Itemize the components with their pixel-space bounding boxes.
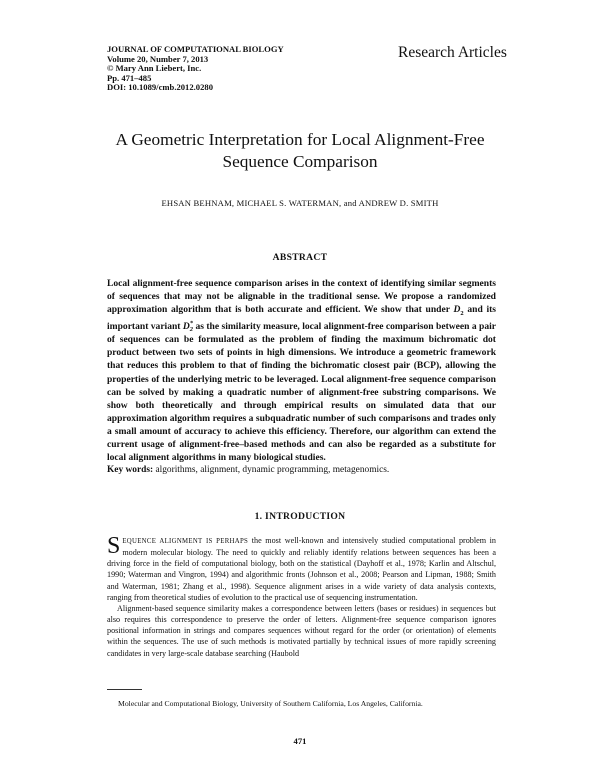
paragraph-1-text: the most well-known and intensively studied computational problem in modern molecular biology. The need to quickly and reliably identify relations between sequences has been a driving force in the field of computational biology, both on the statistical (Dayhoff et al., 1978; Karlin and Altschul, 1990; Waterman and Vingron, 1994) and algorithmic fronts (Johnson et al., 2008; Pearson and Lipman, 1988; Smith and Waterman, 1981; Zhang et al., 1998). Sequence alignment arises in a wide variety of data analysis contexts, ranging from theoretical studies of evolution to the practical use of sequencing instrumentation.: [107, 536, 496, 602]
d2s-symbol: D: [182, 321, 190, 333]
journal-volume: Volume 20, Number 7, 2013: [107, 53, 209, 64]
section-label: Research Articles: [398, 44, 507, 61]
abstract-part-2: and its important variant: [107, 304, 497, 333]
d2-subscript: 2: [460, 310, 464, 318]
keywords-label: Key words:: [107, 465, 154, 475]
d2-symbol: D: [453, 304, 461, 316]
dropcap-letter: S: [107, 533, 121, 559]
title-line-2: Sequence Comparison: [222, 152, 378, 171]
abstract-part-1: Local alignment-free sequence comparison arises in the context of identifying similar segments of sequences that may not be alignable in the traditional sense. We propose a randomized approximation algorithm that is both accurate and efficient. We show that under: [107, 278, 496, 316]
page-number: 471: [293, 736, 307, 746]
d2s-subscript: 2: [189, 326, 194, 333]
introduction-paragraph-1: [107, 535, 496, 603]
introduction-paragraph-2: Alignment-based sequence similarity makes a correspondence between letters (bases or residues) in sequences but also requires this correspondence to preserve the order of letters. Alignment-free sequence comparison ignores positional information in strings and compares sequences without regard for the order (or orientation) of elements within the sequences. The use of such methods is motivated partially by technical issues of more rapidly screening candidates in very large-scale database searching (Haubold: [107, 603, 496, 658]
paper-title: [60, 129, 540, 173]
keywords-list: algorithms, alignment, dynamic programming, metagenomics.: [153, 465, 390, 475]
smallcaps-lead: EQUENCE ALIGNMENT IS PERHAPS: [122, 538, 249, 545]
journal-info: [107, 45, 284, 93]
keywords: [107, 465, 496, 475]
journal-pages: Pp. 471–485: [107, 72, 152, 83]
abstract-text: [107, 277, 496, 464]
abstract-part-3: as the similarity measure, local alignment-free comparison between a pair of sequences can be formulated as the problem of finding the maximum bichromatic dot product between two sets of points in high dimensions. We introduce a geometric framework that reduces this problem to that of finding the bichromatic closest pair (BCP), allowing the properties of the underlying metric to be leveraged. Local alignment-free sequence comparison can be solved by making a quadratic number of alignment-free substring comparisons. We show both theoretically and through empirical results on simulated data that our approximation algorithm requires a subquadratic number of such comparisons and trades only a small amount of accuracy to achieve this efficiency. Therefore, our algorithm can extend the current usage of alignment-free–based methods and can also be regarded as a substitute for local alignment algorithms in many biological studies.: [107, 321, 496, 464]
footnote-rule: [107, 689, 142, 690]
d2s-superscript: *: [189, 320, 194, 327]
introduction-body: [107, 535, 496, 659]
journal-doi: DOI: 10.1089/cmb.2012.0280: [107, 82, 213, 93]
affiliation-footnote: Molecular and Computational Biology, University of Southern California, Los Angeles, California.: [118, 699, 423, 708]
introduction-heading: 1. INTRODUCTION: [254, 511, 346, 522]
journal-copyright: © Mary Ann Liebert, Inc.: [107, 63, 202, 74]
journal-name: JOURNAL OF COMPUTATIONAL BIOLOGY: [107, 44, 284, 54]
authors: EHSAN BEHNAM, MICHAEL S. WATERMAN, and ANDREW D. SMITH: [161, 198, 439, 208]
title-line-1: A Geometric Interpretation for Local Alignment-Free: [115, 130, 485, 149]
abstract-heading: ABSTRACT: [272, 252, 328, 263]
